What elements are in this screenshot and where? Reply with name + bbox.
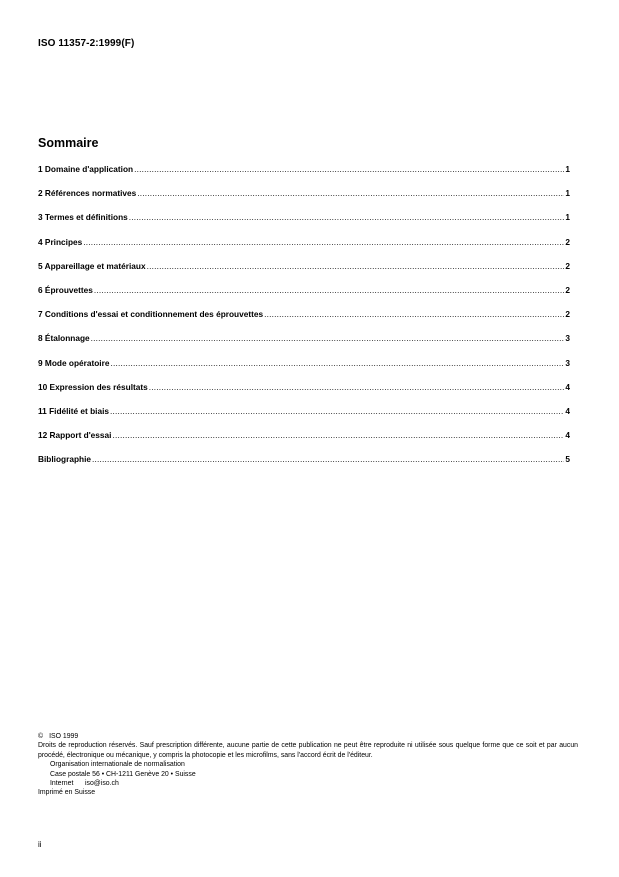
- toc-entry[interactable]: [38, 406, 570, 430]
- toc-leader-dots: [112, 430, 564, 440]
- toc-entry-page: 1: [565, 164, 570, 174]
- toc-entry-label: 1 Domaine d'application: [38, 164, 134, 174]
- internet-email[interactable]: iso@iso.ch: [85, 780, 119, 788]
- toc-entry-label: 3 Termes et définitions: [38, 212, 128, 223]
- document-header: ISO 11357-2:1999(F): [38, 38, 135, 49]
- toc-entry-page: 2: [565, 284, 570, 295]
- toc-leader-dots: [83, 237, 564, 247]
- copyright-symbol: ©: [38, 733, 44, 740]
- toc-leader-dots: [110, 358, 564, 368]
- toc-leader-dots: [91, 333, 565, 343]
- internet-label: Internet: [50, 780, 74, 788]
- toc-entry[interactable]: [38, 212, 570, 236]
- rights-notice: Droits de reproduction réservés. Sauf prescription différente, aucune partie de cette publication ne peut être reproduite ni utilisée sous quelque forme que ce soit et par aucun procédé, électronique ou mécanique, y compris la photocopie et les microfilms, sans l'accord écrit de l'éditeur.: [38, 742, 578, 759]
- toc-entry-page: 2: [565, 236, 570, 247]
- toc-entry-page: 5: [565, 454, 570, 465]
- toc-entry-page: 3: [565, 357, 570, 368]
- toc-entry-page: 1: [565, 188, 570, 199]
- toc-entry-page: 3: [565, 333, 570, 344]
- toc-entry[interactable]: [38, 188, 570, 212]
- toc-entry-label: 6 Éprouvettes: [38, 284, 93, 295]
- toc-entry-page: 4: [565, 381, 570, 392]
- toc-leader-dots: [264, 309, 564, 319]
- copyright-text: ISO 1999: [49, 733, 79, 740]
- org-name: Organisation internationale de normalisation: [50, 761, 185, 769]
- toc-entry[interactable]: [38, 237, 570, 261]
- toc-entry[interactable]: [38, 164, 570, 188]
- toc-entry-label: 4 Principes: [38, 236, 83, 247]
- printed-in: Imprimé en Suisse: [38, 789, 96, 797]
- toc-entry-label: 10 Expression des résultats: [38, 381, 148, 392]
- page-number: ii: [38, 840, 42, 849]
- toc-entry-page: 4: [565, 405, 570, 416]
- toc-entry[interactable]: [38, 382, 570, 406]
- toc-entry-page: 2: [565, 309, 570, 320]
- toc-leader-dots: [147, 261, 565, 271]
- toc-leader-dots: [110, 406, 564, 416]
- toc-title: Sommaire: [38, 136, 99, 150]
- copyright-footer: [38, 732, 578, 798]
- toc-leader-dots: [137, 188, 564, 198]
- toc-entry-page: 2: [565, 260, 570, 271]
- toc-entry[interactable]: [38, 454, 570, 478]
- toc-entry-label: 12 Rapport d'essai: [38, 430, 112, 441]
- toc-entry-label: 7 Conditions d'essai et conditionnement des éprouvettes: [38, 309, 264, 320]
- toc-leader-dots: [94, 285, 565, 295]
- toc-entry[interactable]: [38, 285, 570, 309]
- toc-entry[interactable]: [38, 358, 570, 382]
- toc-entry[interactable]: [38, 333, 570, 357]
- toc-entry[interactable]: [38, 430, 570, 454]
- postal-address: Case postale 56 • CH-1211 Genève 20 • Suisse: [50, 770, 196, 778]
- toc-entry[interactable]: [38, 261, 570, 285]
- toc-leader-dots: [134, 164, 564, 174]
- toc-entry-label: 8 Étalonnage: [38, 333, 90, 344]
- table-of-contents: [38, 164, 570, 478]
- toc-entry-label: 5 Appareillage et matériaux: [38, 260, 146, 271]
- toc-leader-dots: [92, 454, 564, 464]
- toc-entry-page: 4: [565, 430, 570, 441]
- copyright-line: [38, 732, 578, 741]
- toc-entry[interactable]: [38, 309, 570, 333]
- toc-entry-label: 11 Fidélité et biais: [38, 405, 110, 416]
- toc-entry-label: Bibliographie: [38, 454, 92, 465]
- toc-leader-dots: [149, 382, 565, 392]
- toc-leader-dots: [129, 212, 565, 222]
- toc-entry-label: 9 Mode opératoire: [38, 357, 110, 368]
- internet-line: [38, 779, 578, 788]
- toc-entry-label: 2 Références normatives: [38, 188, 137, 199]
- toc-entry-page: 1: [565, 212, 570, 223]
